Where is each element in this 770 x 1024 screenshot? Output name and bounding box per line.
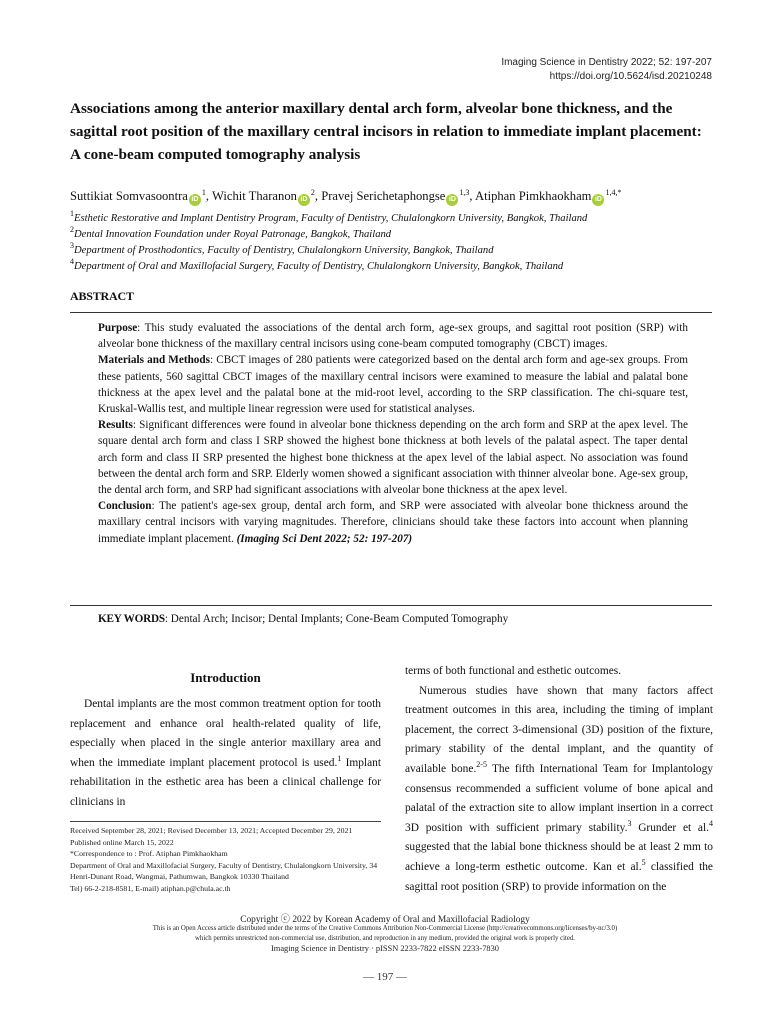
journal-citation-line: Imaging Science in Dentistry 2022; 52: 197-207 <box>501 57 712 68</box>
orcid-icon[interactable]: iD <box>592 194 604 206</box>
abstract-top-rule <box>70 312 712 313</box>
abstract-conclusion: Conclusion: The patient's age-sex group, dental arch form, and SRP were associated with alveolar bone thickness around the maxillary central incisors with varying magnitudes. Therefore, clinicians should take these factors into account when planning immediate implant placement. (Imaging Sci Dent 2022; 52: 197-207) <box>98 500 688 545</box>
journal-header <box>501 56 712 84</box>
author-name: Suttikiat Somvasoontra <box>70 189 188 203</box>
article-footnotes <box>70 825 381 895</box>
correspondence: *Correspondence to : Prof. Atiphan Pimkhaokham <box>70 849 228 859</box>
abstract-methods: Materials and Methods: CBCT images of 280 patients were categorized based on the dental arch form and age-sex groups. From these patients, 560 sagittal CBCT images of the maxillary central incisors were examined to measure the labial and palatal bone thickness at the apex level and the palatal bone at the mid-root level, according to the SRP classification. The chi-square test, Kruskal-Wallis test, and multiple linear regression were used for statistical analyses. <box>98 354 688 416</box>
license-text <box>70 924 700 945</box>
doi-link[interactable]: https://doi.org/10.5624/isd.20210248 <box>549 71 712 82</box>
abstract-heading: ABSTRACT <box>70 289 134 303</box>
author-list: Suttikiat Somvasoontra $iD^1$, Wichit Tharanon $iD^2$, Pravej Serichetaphongse iD$^{1,3}$, Atiphan Pimkhaokham $iD^{1,4,*}$ <box>70 188 730 206</box>
reference-marker[interactable]: 2-5 <box>476 759 487 769</box>
reference-marker[interactable]: 4 <box>709 818 714 828</box>
article-citation: (Imaging Sci Dent 2022; 52: 197-207) <box>236 532 413 545</box>
abstract-results: Results: Significant differences were found in alveolar bone thickness depending on the arch form and SRP at the apex level. The square dental arch form and class I SRP showed the highest bone thickness at both levels of the palatal aspect. The taper dental arch form and class II SRP presented the highest bone thickness at the apex level of the labial aspect. No association was found between the dental arch form and SRP. Elderly women showed a significant association with thinner alveolar bone. Age-sex group, the dental arch form, and SRP had significant associations with alveolar bone thickness at the apex level. <box>98 419 688 497</box>
footnote-rule <box>70 821 381 822</box>
author-name: Atiphan Pimkhaokham <box>474 189 592 203</box>
license-line: which permits unrestricted non-commercial use, distribution, and reproduction in any medium, provided the original work is properly cited. <box>195 935 575 943</box>
affiliation-item: $^3$Department of Prosthodontics, Faculty of Dentistry, Chulalongkorn University, Bangkok, Thailand <box>70 241 494 256</box>
author-affiliation-ref: 2 <box>310 188 315 197</box>
author-affiliation-ref: 1,4,* <box>605 188 622 197</box>
abstract-purpose: Purpose: This study evaluated the associations of the dental arch form, age-sex groups, and sagittal root position (SRP) with alveolar bone thickness of the maxillary central incisors using cone-beam computed tomography (CBCT) images. <box>98 322 688 351</box>
affiliation-item: $^1$Esthetic Restorative and Implant Dentistry Program, Faculty of Dentistry, Chulalongkorn University, Bangkok, Thailand <box>70 209 588 224</box>
author-affiliation-ref: 1,3 <box>459 188 470 197</box>
affiliation-item: $^4$Department of Oral and Maxillofacial Surgery, Faculty of Dentistry, Chulalongkorn University, Bangkok, Thailand <box>70 257 564 272</box>
page-number: — 197 — <box>363 971 407 983</box>
keywords-label: KEY WORDS <box>98 613 165 625</box>
introduction-heading: Introduction <box>190 670 261 685</box>
received-dates: Received September 28, 2021; Revised December 13, 2021; Accepted December 29, 2021 <box>70 826 353 835</box>
author-name: Pravej Serichetaphongse <box>321 189 446 203</box>
abstract-bottom-rule <box>70 605 712 606</box>
keywords-text: : Dental Arch; Incisor; Dental Implants; Cone-Beam Computed Tomography <box>164 613 509 625</box>
orcid-icon[interactable]: iD <box>298 194 310 206</box>
affiliation-list <box>70 211 730 275</box>
reference-marker[interactable]: 1 <box>337 753 342 763</box>
reference-marker[interactable]: 5 <box>641 857 646 867</box>
paragraph: Numerous studies have shown that many factors affect treatment outcomes in this area, including the timing of implant placement, the correct 3-dimensional (3D) position of the fixture, primary stability of the dental implant, and the quantity of available bone.$^{2-5}$ The fifth International Team for Implantology consensus recommended a sufficient volume of bone apical and palatal of the extraction site to allow implant insertion in a correct 3D position with sufficient primary stability.$^3$ Grunder et al.$^4$ suggested that the labial bone thickness should be at least 2 mm to achieve a long-term esthetic outcome. Kan et al.$^5$ classified the sagittal root position (SRP) to provide information on the <box>405 684 714 893</box>
reference-marker[interactable]: 3 <box>627 818 632 828</box>
abstract-body <box>98 320 688 547</box>
orcid-icon[interactable]: iD <box>446 194 458 206</box>
paragraph: terms of both functional and esthetic outcomes. <box>405 665 622 677</box>
copyright-line: Copyright ⓒ 2022 by Korean Academy of Oral and Maxillofacial Radiology <box>240 915 530 925</box>
keywords <box>98 611 508 627</box>
author-name: Wichit Tharanon <box>211 189 297 203</box>
published-date: Published online March 15, 2022 <box>70 837 174 847</box>
issn-line: Imaging Science in Dentistry · pISSN 2233-7822 eISSN 2233-7830 <box>271 944 499 953</box>
license-line: This is an Open Access article distributed under the terms of the Creative Commons Attribution Non-Commercial License (http://creativecommons.org/licenses/by-nc/3.0) <box>152 925 618 932</box>
orcid-icon[interactable]: iD <box>189 194 201 206</box>
correspondence-address: Department of Oral and Maxillofacial Surgery, Faculty of Dentistry, Chulalongkorn University, 34 Henri-Dunant Road, Wangmai, Pathumwan, Bangkok 10330 Thailand <box>70 860 378 882</box>
author-affiliation-ref: 1 <box>201 188 206 197</box>
article-title: Associations among the anterior maxillary dental arch form, alveolar bone thickness, and the sagittal root position of the maxillary central incisors in relation to immediate implant placement: A cone-beam computed tomography analysis <box>70 100 702 163</box>
introduction-right-column <box>405 662 713 897</box>
affiliation-item: $^2$Dental Innovation Foundation under Royal Patronage, Bangkok, Thailand <box>70 225 392 240</box>
introduction-left-column: Dental implants are the most common treatment option for tooth replacement and enhance oral health-related quality of life, especially when placed in the single anterior maxillary area and when the immediate implant placement protocol is used.$^1$ Implant rehabilitation in the esthetic area has been a clinical challenge for clinicians in <box>70 698 381 808</box>
correspondence-contact: Tel) 66-2-218-8581, E-mail) atiphan.p@chula.ac.th <box>70 883 231 893</box>
